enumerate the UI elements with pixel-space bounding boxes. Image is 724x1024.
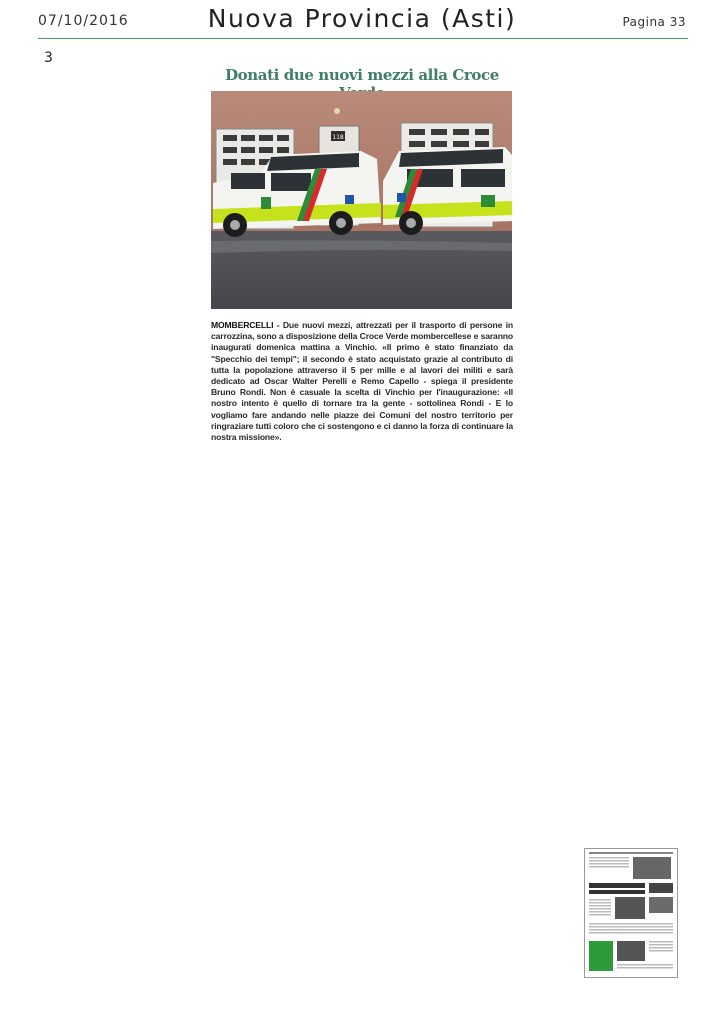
- page-number: 3: [44, 50, 53, 66]
- page-label: Pagina 33: [622, 15, 686, 29]
- page-thumbnail[interactable]: [584, 848, 678, 978]
- article-photo: [211, 91, 512, 309]
- article-dateline: MOMBERCELLI -: [211, 320, 280, 330]
- article-headline: Donati due nuovi mezzi alla Croce: [225, 66, 499, 84]
- door-sign: 118: [332, 134, 344, 141]
- header-divider: [38, 38, 688, 39]
- article-body: [211, 320, 513, 443]
- article-body-text: Due nuovi mezzi, attrezzati per il trasporto di persone in carrozzina, sono a disposizione della Croce Verde mombercellese e saranno inaugurati domenica mattina a Vinchio. «Il primo è stato finanziato da "Specchio dei tempi"; il secondo è stato acquistato grazie al contributo di tutta la popolazione attraverso il 5 per mille e al lavori dei militi e sarà dedicato ad Oscar Walter Perelli e Remo Capello - spiega il presidente Bruno Rondi. Non è casuale la scelta di Vinchio per l'inaugurazione: «Il nostro intento è quello di tornare tra la gente - sottolinea Rondi - E lo vogliamo fare andando nelle piazze dei Comuni del nostro territorio per ringraziare tutti coloro che ci sostengono e ci danno la forza di continuare la nostra missione».: [211, 320, 513, 443]
- publication-title: Nuova Provincia (Asti): [207, 4, 517, 33]
- header-date: 07/10/2016: [38, 13, 129, 29]
